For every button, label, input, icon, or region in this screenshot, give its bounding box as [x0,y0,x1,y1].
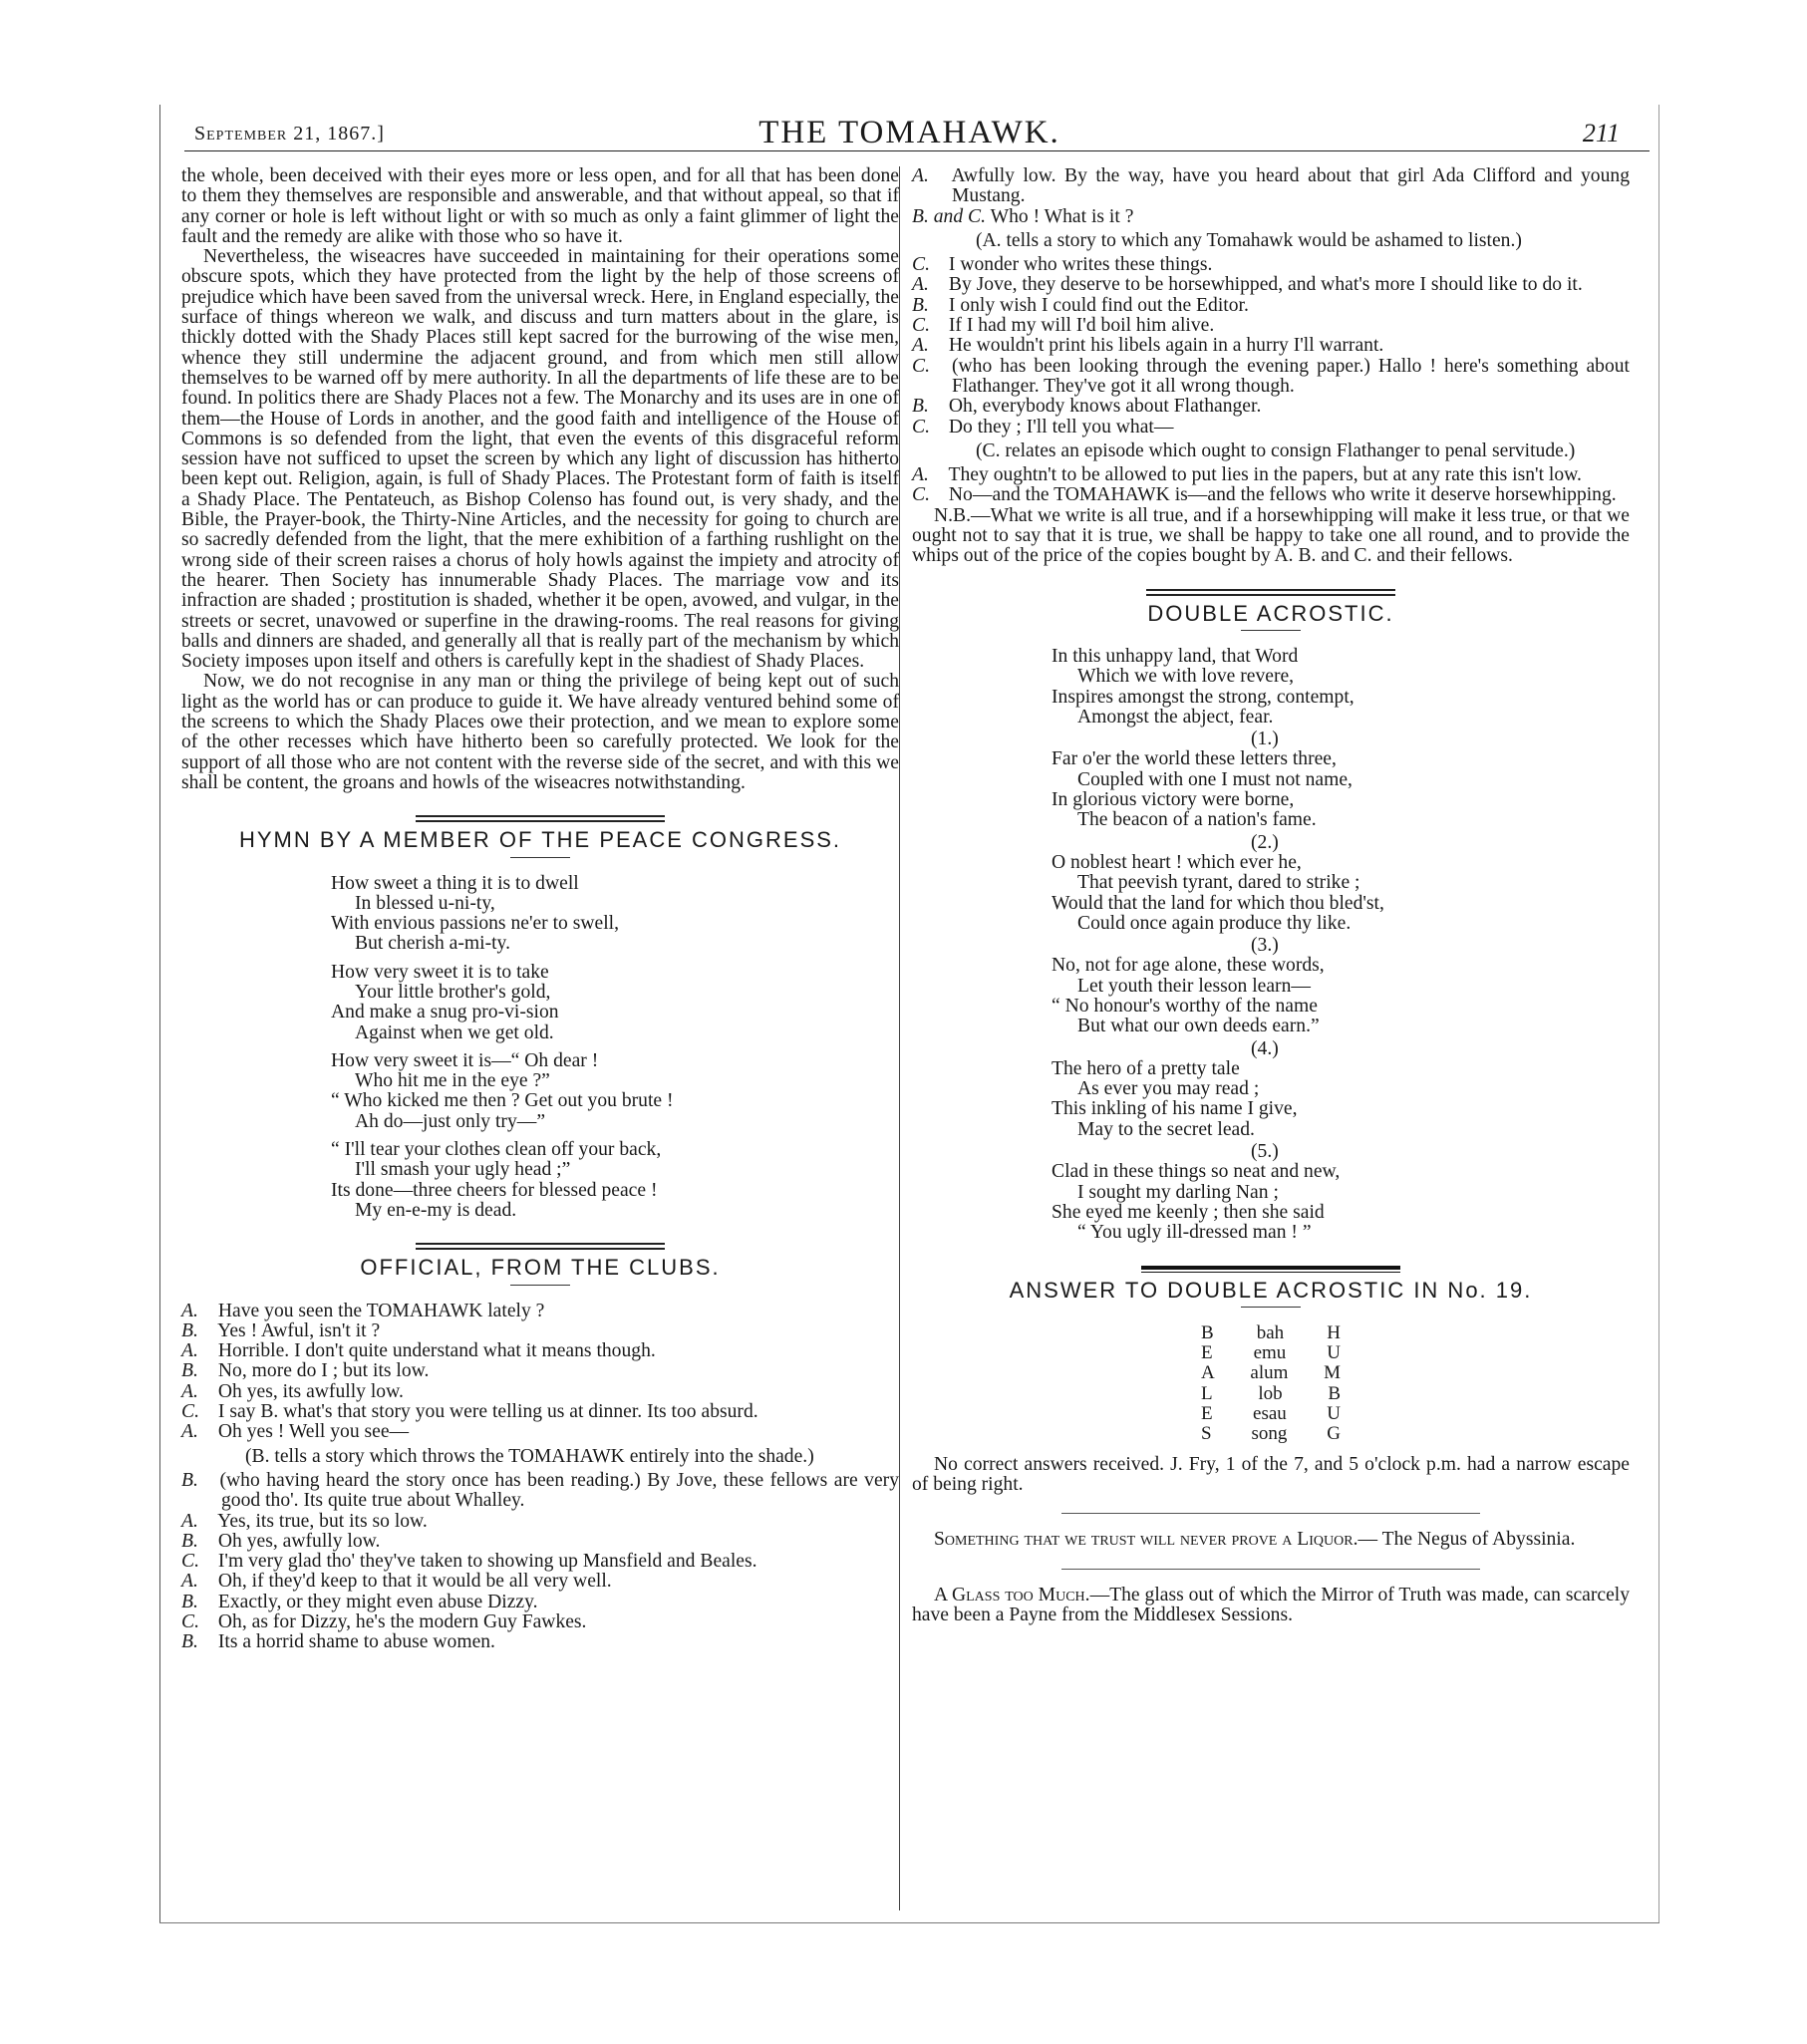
first-letter: E [1201,1342,1213,1364]
glass-text: —The glass out of which the Mirror of Truth was made, can scarcely have been a Payne from the Middlesex Sessions. [912,1584,1631,1625]
speaker-label: B. [181,1530,198,1552]
speaker-label: B. [181,1469,198,1491]
article-paragraph: the whole, been deceived with their eyes more or less open, and for all that has been done to them they themselves are responsible and answerable, and that without appeal, so that if any corner or hole is left without light or with so much as only a faint glimmer of light the fault and the remedy are alike with those who so have it. [181,165,899,247]
poem-line: In blessed u-ni-ty, [355,892,495,914]
dialogue-text: (C. relates an episode which ought to consign Flathanger to penal servitude.) [976,439,1576,461]
dialogue-text: Oh yes, awfully low. [217,1530,381,1552]
poem-line: Which we with love revere, [1077,666,1295,688]
poem-line: Far o'er the world these letters three, [1052,748,1337,770]
glass-lead: A Glass too Much. [934,1584,1090,1606]
dialogue-text: Oh yes ! Well you see— [217,1421,410,1443]
poem-stanza [331,963,899,1043]
dialogue-text: (who having heard the story once has been reading.) By Jove, these fellows are very good tho'. Its quite true about Whalley. [219,1469,899,1512]
poem-line: In this unhappy land, that Word [1052,645,1299,667]
first-letter: A [1201,1362,1215,1384]
speaker-label: C. [181,1611,199,1632]
poem-line: May to the secret lead. [1077,1118,1255,1140]
poem-line: But what our own deeds earn.” [1077,1016,1320,1037]
heading-underline [1241,1307,1301,1308]
dialogue-line [181,1302,899,1321]
header-rule [184,150,1650,151]
dialogue-text: I say B. what's that story you were telling us at dinner. Its too absurd. [217,1401,758,1423]
stanza-number: (1.) [1251,729,1279,750]
speaker-label: A. [912,464,929,486]
poem-line: As ever you may read ; [1077,1078,1260,1100]
poem-line: That peevish tyrant, dared to strike ; [1077,872,1360,894]
section-divider [1146,589,1395,596]
answer-word: emu [1253,1342,1287,1364]
answer-row [1201,1384,1341,1404]
poem-line: The hero of a pretty tale [1052,1057,1240,1079]
dialogue-text: (B. tells a story which throws the TOMAHAWK entirely into the shade.) [245,1445,814,1467]
first-letter: E [1201,1403,1213,1425]
poem-line: The beacon of a nation's fame. [1077,809,1317,831]
acrostic-heading: DOUBLE ACROSTIC. [1147,600,1394,626]
speaker-label: C. [181,1551,199,1573]
answer-word: alum [1250,1362,1289,1384]
dialogue-line [181,1552,899,1572]
speaker-label: A. [181,1300,198,1321]
frame-left-rule [159,105,160,1923]
nb-paragraph: N.B.—What we write is all true, and if a horsewhipping will make it less true, or that we ought not to say that it is true, we shall be happy to take one all round, and to provide the whips out of the price of the copies bought by A. B. and C. and their fellows. [912,504,1630,567]
dialogue-line [912,296,1630,316]
poem-line: How very sweet it is—“ Oh dear ! [331,1049,599,1071]
column-divider [899,166,900,1910]
acrostic-answer-table [1201,1323,1341,1445]
issue-date: September 21, 1867.] [194,123,385,145]
dialogue-line [912,465,1630,485]
section-divider [1141,1266,1400,1273]
poem-line: I sought my darling Nan ; [1077,1181,1279,1203]
stage-direction [912,231,1630,251]
dialogue-text: (who has been looking through the evening paper.) Hallo ! here's something about Flathanger. They've got it all wrong though. [952,355,1630,397]
dialogue-line [181,1471,899,1512]
stanza-number: (2.) [1251,831,1279,853]
answer-heading: ANSWER TO DOUBLE ACROSTIC IN No. 19. [1009,1277,1533,1303]
last-letter: G [1327,1423,1341,1445]
dialogue-line [912,166,1630,207]
poem-line: Inspires amongst the strong, contempt, [1052,686,1355,708]
frame-bottom-rule [159,1922,1659,1923]
answer-note: No correct answers received. J. Fry, 1 of the 7, and 5 o'clock p.m. had a narrow escape of being right. [912,1453,1630,1495]
dialogue-text: Awfully low. By the way, have you heard about that girl Ada Clifford and young Mustang. [951,165,1630,207]
poem-stanza [331,1051,899,1132]
heading-underline [1241,630,1301,631]
poem-stanza [331,1140,899,1221]
dialogue-line [912,485,1630,505]
article-paragraph: Nevertheless, the wiseacres have succeeded in maintaining for their operations some obscure spots, which they have protected from the light by the help of those screens of prejudice which have been saved from the universal wreck. Here, in England especially, the surface of things whereon we walk, and discuss and turn matters about in the glare, is thickly dotted with the Shady Places still kept sacred for the burrowing of the wise men, whence they still undermine the adjacent ground, and from which men still allow themselves to be warned off by mere authority. In all the departments of life these are to be found. In politics there are Shady Places not a few. The Monarchy and its uses are in one of them—the House of Lords in another, and the good faith and intelligence of the House of Commons is so defended from the light, that even the events of this disgraceful reform session have not sufficed to upset the screen by which any light of discussion has hitherto been kept out. Religion, again, is full of Shady Places. The Protestant form of faith is itself a Shady Place. The Pentateuch, as Bishop Colenso has found out, is very shady, and the Bible, the Prayer-book, the Thirty-Nine Articles, and the necessity for going to church are so sacredly defended from the light, that the mere exhibition of a farthing rushlight on the wrong side of their screen raises a chorus of holy howls against the impiety and atrocity of the hearer. Then Society has innumerable Shady Places. The marriage vow and its infraction are shaded ; prostitution is shaded, whether it be open, avowed, and vulgar, in the streets or secret, unavowed or superfine in the drawing-rooms. The real reasons for giving balls and dinners are shaded, and generally all that is really part of the mechanism by which Society imposes upon itself and others is carefully kept in the shadiest of Shady Places. [181,246,899,673]
poem-line: Coupled with one I must not name, [1077,768,1353,790]
clubs-dialogue-continued [912,166,1630,506]
dialogue-line [181,1361,899,1381]
poem-line: Its done—three cheers for blessed peace ! [331,1179,658,1201]
first-letter: L [1201,1382,1213,1404]
dialogue-text: No—and the TOMAHAWK is—and the fellows who write it deserve horsewhipping. [948,484,1617,506]
section-divider [1061,1569,1480,1570]
right-column [912,166,1630,1625]
dialogue-line [912,418,1630,438]
dialogue-text: He wouldn't print his libels again in a hurry I'll warrant. [948,335,1384,357]
poem-line: And make a snug pro-vi-sion [331,1002,559,1023]
dialogue-text: Oh, if they'd keep to that it would be all very well. [217,1571,612,1593]
glass-paragraph [912,1586,1630,1626]
poem-line: But cherish a-mi-ty. [355,933,510,955]
poem-line: This inkling of his name I give, [1052,1098,1298,1120]
last-letter: B [1328,1382,1341,1404]
dialogue-text: Its a horrid shame to abuse women. [217,1631,495,1653]
speaker-label: B. [181,1360,198,1382]
dialogue-line [912,316,1630,336]
dialogue-line [181,1632,899,1652]
page-number: 211 [1582,119,1620,147]
speaker-label: A. [181,1510,198,1532]
speaker-label: C. [912,254,930,276]
last-letter: U [1327,1403,1341,1425]
dialogue-line [912,336,1630,356]
dialogue-text: I wonder who writes these things. [948,254,1213,276]
stanza-number: (3.) [1251,935,1279,957]
dialogue-line [181,1612,899,1632]
poem-line: Who hit me in the eye ?” [355,1070,550,1092]
speaker-label: C. [912,416,930,438]
poem-line: “ No honour's worthy of the name [1052,995,1318,1017]
answer-word: lob [1258,1382,1283,1404]
poem-stanza [331,874,899,955]
dialogue-line [912,255,1630,275]
speaker-label: C. [912,315,930,337]
dialogue-text: Oh, everybody knows about Flathanger. [948,396,1262,418]
dialogue-text: I only wish I could find out the Editor. [948,294,1249,316]
poem-line: Amongst the abject, fear. [1077,706,1274,728]
frame-right-rule [1658,105,1659,1923]
speaker-label: A. [181,1421,198,1443]
dialogue-text: Yes ! Awful, isn't it ? [217,1319,381,1341]
liquor-text: The Negus of Abyssinia. [1381,1529,1576,1551]
section-divider [1061,1513,1480,1514]
speaker-label: A. [181,1571,198,1593]
dialogue-line [181,1572,899,1592]
hymn-heading: HYMN BY A MEMBER OF THE PEACE CONGRESS. [238,827,842,853]
first-letter: S [1201,1423,1212,1445]
left-column [181,166,899,1653]
answer-word: esau [1253,1403,1287,1425]
section-divider [416,815,665,822]
dialogue-line [181,1382,899,1402]
speaker-label: B. [912,396,929,418]
dialogue-text: Oh, as for Dizzy, he's the modern Guy Fawkes. [217,1611,587,1632]
section-divider [416,1243,665,1250]
dialogue-text: (A. tells a story to which any Tomahawk would be ashamed to listen.) [976,229,1522,251]
poem-line: My en-e-my is dead. [355,1199,517,1221]
acrostic-poem [1052,647,1630,1244]
poem-line: In glorious victory were borne, [1052,789,1295,811]
first-letter: B [1201,1321,1214,1343]
dialogue-line [181,1422,899,1442]
poem-line: O noblest heart ! which ever he, [1052,851,1302,873]
answer-word: song [1251,1423,1288,1445]
speaker-label: A. [181,1340,198,1362]
poem-line: Your little brother's gold, [355,981,551,1003]
answer-word: bah [1256,1321,1285,1343]
answer-row [1201,1424,1341,1444]
dialogue-line [181,1341,899,1361]
poem-line: She eyed me keenly ; then she said [1052,1201,1325,1223]
dialogue-text: They oughtn't to be allowed to put lies in the papers, but at any rate this isn't low. [948,464,1582,486]
answer-row [1201,1363,1341,1383]
poem-line: “ I'll tear your clothes clean off your back, [331,1139,662,1161]
heading-underline [510,857,570,858]
poem-line: Ah do—just only try—” [355,1110,546,1132]
speaker-label: C. [181,1401,199,1423]
speaker-label: A. [912,165,929,186]
dialogue-text: Exactly, or they might even abuse Dizzy. [217,1591,538,1612]
newspaper-page [159,105,1659,1923]
answer-row [1201,1343,1341,1363]
clubs-heading: OFFICIAL, FROM THE CLUBS. [360,1255,721,1281]
dialogue-text: Who ! What is it ? [990,205,1134,227]
heading-underline [510,1285,570,1286]
poem-line: Clad in these things so neat and new, [1052,1161,1341,1183]
dialogue-line [181,1402,899,1422]
dialogue-text: If I had my will I'd boil him alive. [948,315,1215,337]
speaker-label: A. [181,1380,198,1402]
dialogue-line [181,1532,899,1552]
speaker-label: B. [912,294,929,316]
answer-row [1201,1404,1341,1424]
hymn-poem [331,874,899,1222]
poem-line: No, not for age alone, these words, [1052,955,1325,977]
speaker-label: A. [912,274,929,296]
poem-line: With envious passions ne'er to swell, [331,913,619,935]
dialogue-text: Have you seen the TOMAHAWK lately ? [217,1300,545,1321]
dialogue-line [181,1593,899,1612]
speaker-label: B. [181,1319,198,1341]
answer-row [1201,1323,1341,1343]
last-letter: U [1327,1342,1341,1364]
poem-line: How sweet a thing it is to dwell [331,872,579,894]
speaker-label: B. [181,1631,198,1653]
speaker-label: B. and C. [912,205,987,227]
poem-line: Against when we get old. [355,1022,554,1043]
dialogue-text: Oh yes, its awfully low. [217,1380,404,1402]
dialogue-line [912,275,1630,295]
poem-line: I'll smash your ugly head ;” [355,1159,571,1181]
stanza-number: (4.) [1251,1037,1279,1059]
dialogue-line [912,207,1630,227]
speaker-label: C. [912,484,930,506]
article-paragraph: Now, we do not recognise in any man or thing the privilege of being kept out of such light as the world has or can produce to guide it. We have already ventured behind some of the screens to which the Shady Places owe their protection, and we mean to explore some of the other recesses which have hitherto been so carefully protected. We look for the support of all those who are not content with the reverse side of the secret, and with this we shall be content, the groans and howls of the wiseacres notwithstanding. [181,671,899,793]
dialogue-line [181,1321,899,1341]
dialogue-line [912,397,1630,417]
liquor-lead: Something that we trust will never prove a Liquor.— [934,1529,1378,1551]
poem-line: “ Who kicked me then ? Get out you brute ! [331,1090,674,1112]
dialogue-text: No, more do I ; but its low. [217,1360,430,1382]
stage-direction [181,1447,899,1467]
dialogue-text: Horrible. I don't quite understand what it means though. [217,1340,656,1362]
last-letter: M [1324,1362,1341,1384]
stage-direction [912,441,1630,461]
dialogue-line [181,1512,899,1532]
speaker-label: C. [912,355,930,377]
last-letter: H [1327,1321,1341,1343]
dialogue-text: I'm very glad tho' they've taken to showing up Mansfield and Beales. [217,1551,757,1573]
masthead-title: THE TOMAHAWK. [758,115,1060,150]
stanza-number: (5.) [1251,1141,1279,1163]
dialogue-line [912,357,1630,398]
speaker-label: A. [912,335,929,357]
dialogue-text: By Jove, they deserve to be horsewhipped, and what's more I should like to do it. [948,274,1583,296]
dialogue-text: Yes, its true, but its so low. [217,1510,428,1532]
liquor-paragraph [912,1530,1630,1550]
poem-line: How very sweet it is to take [331,961,549,983]
poem-line: Would that the land for which thou bled'st, [1052,892,1384,914]
poem-line: Let youth their lesson learn— [1077,975,1311,997]
speaker-label: B. [181,1591,198,1612]
clubs-dialogue [181,1302,899,1653]
page-header [159,105,1659,150]
dialogue-text: Do they ; I'll tell you what— [948,416,1174,438]
poem-line: “ You ugly ill-dressed man ! ” [1077,1222,1312,1244]
poem-line: Could once again produce thy like. [1077,912,1352,934]
